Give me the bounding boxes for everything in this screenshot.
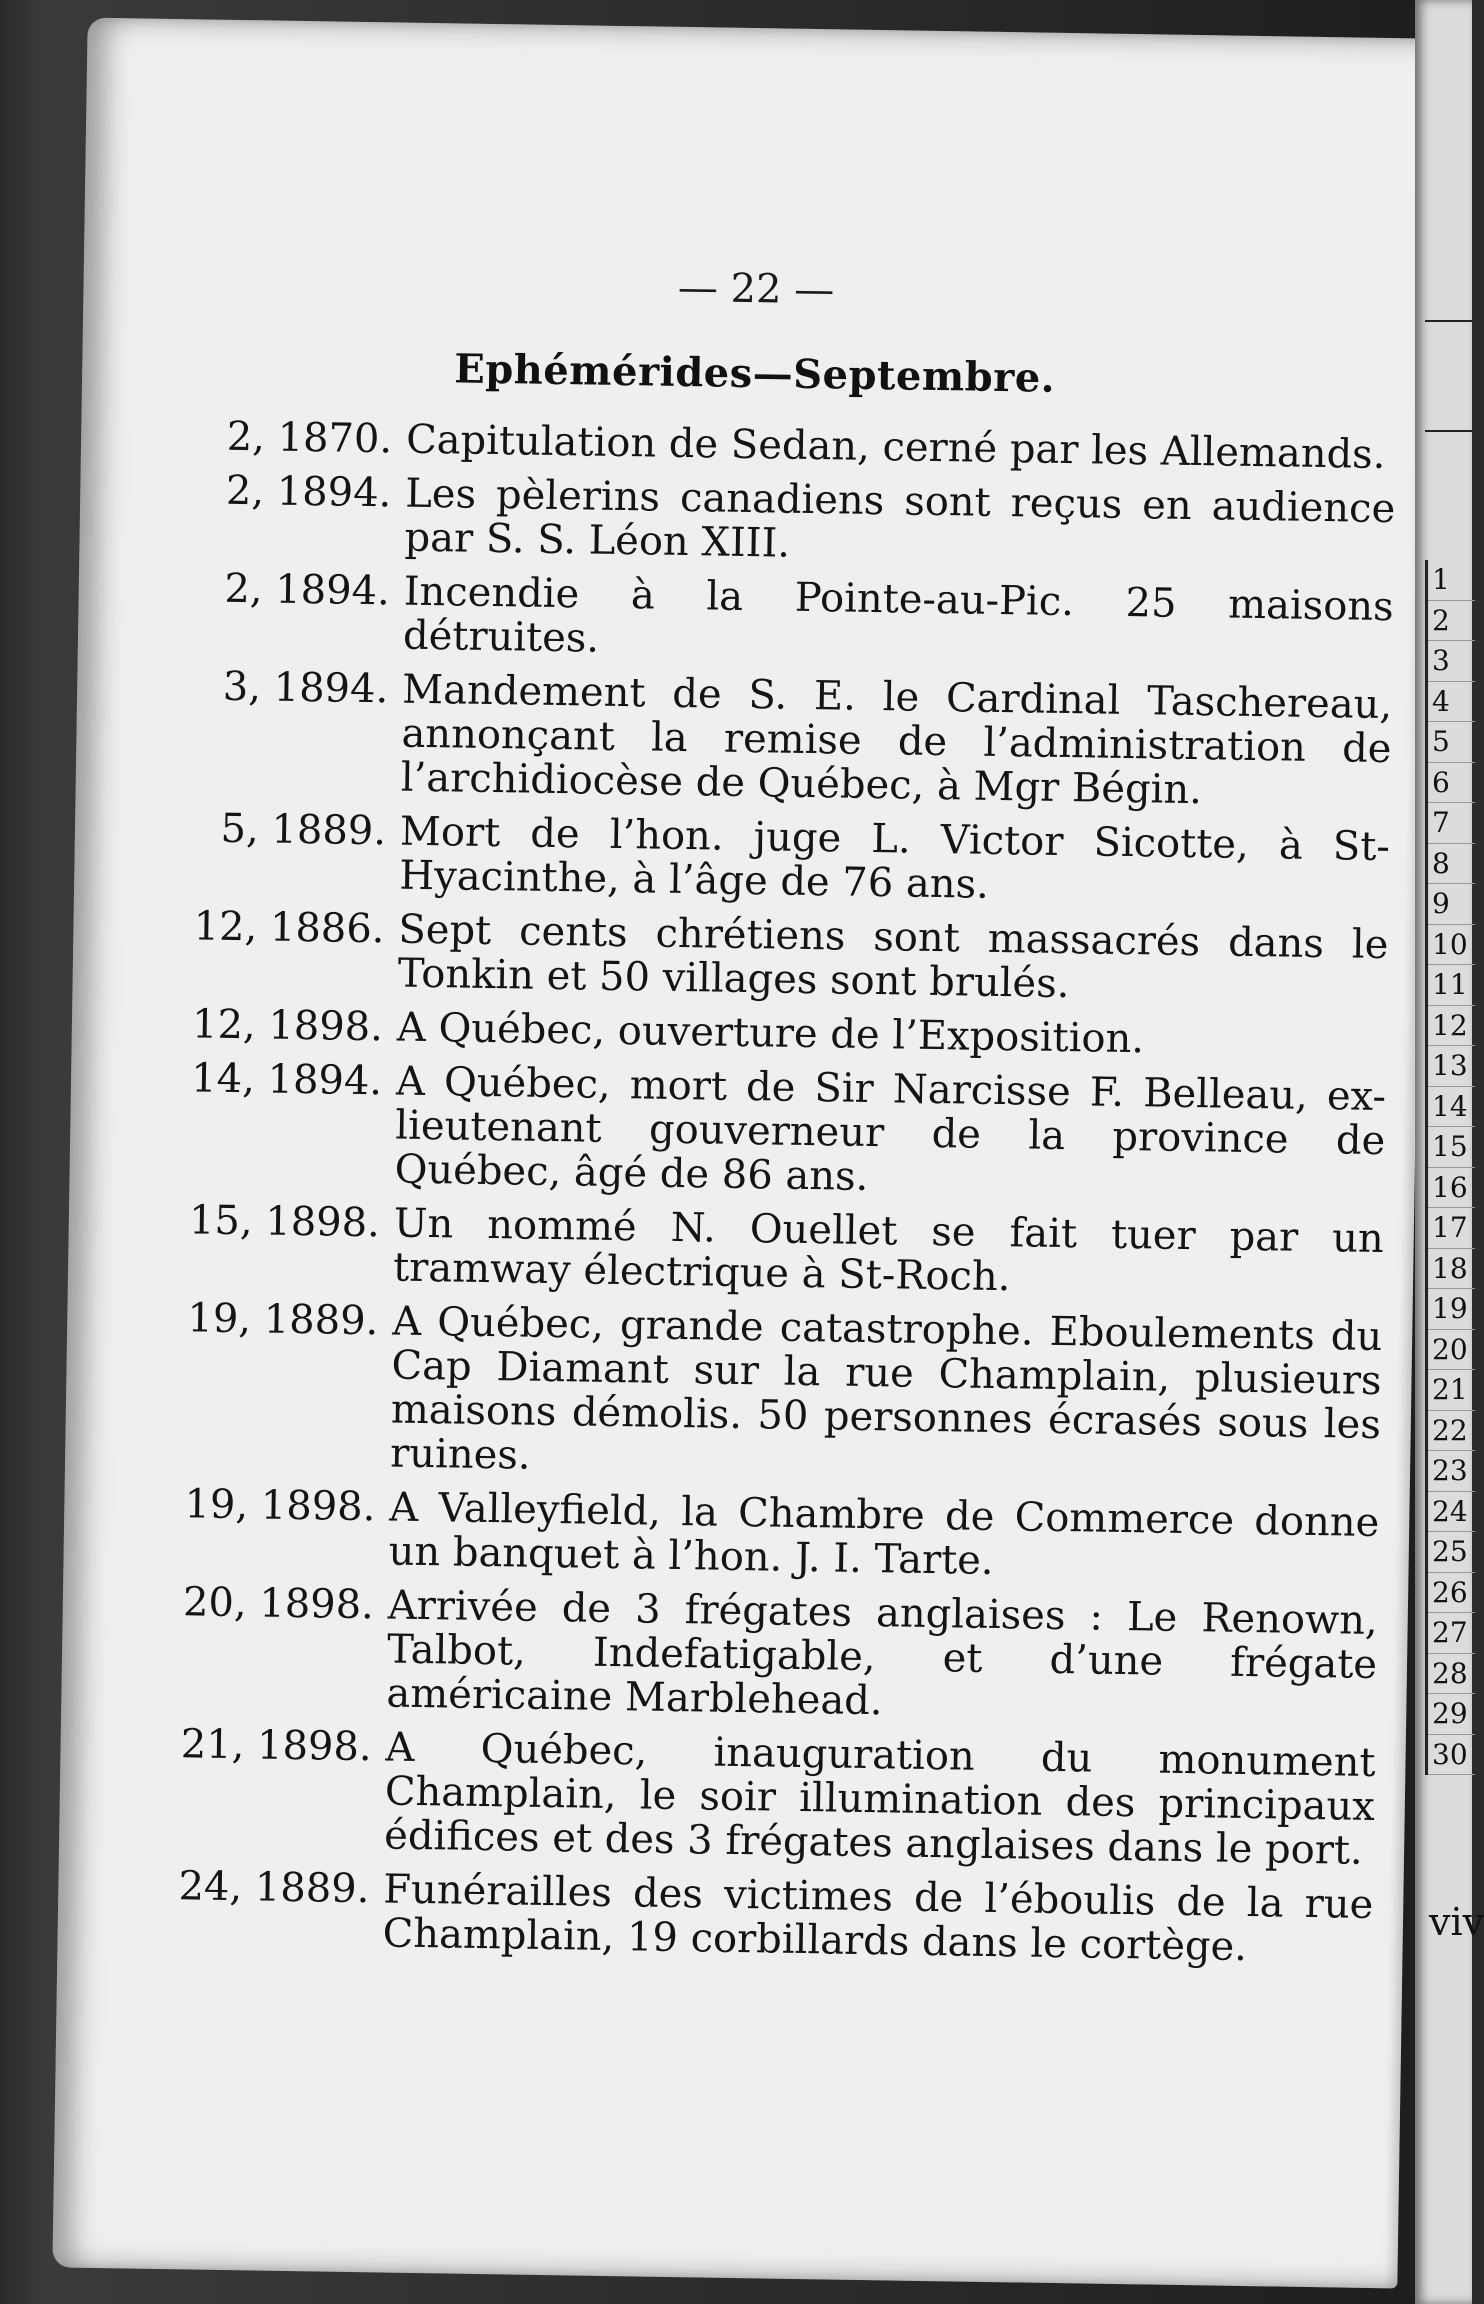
- entry-date: 12, 1886.: [193, 903, 385, 953]
- day-number: 26: [1428, 1573, 1475, 1614]
- day-number: 24: [1428, 1492, 1475, 1533]
- entry-text: Les pèlerins canadiens sont reçus en audience par S. S. Léon XIII.: [404, 470, 1396, 567]
- adjacent-page-word: viv: [1429, 1900, 1484, 1944]
- list-item: [167, 904, 1388, 1011]
- day-number: 18: [1428, 1249, 1475, 1290]
- entry-text: Mort de l’hon. juge L. Victor Sicotte, à St-Hyacinthe, à l’âge de 76 ans.: [398, 808, 1391, 908]
- entry-date: 19, 1889.: [187, 1295, 379, 1345]
- entry-date: 15, 1898.: [188, 1197, 381, 1247]
- entry-text: A Québec, grande catastrophe. Eboulements du Cap Diamant sur la rue Champlain, plusieurs maisons démolis. 50 personnes écrasés sous les ruines.: [389, 1298, 1383, 1479]
- entry-date: 21, 1898.: [180, 1721, 372, 1771]
- list-item: [171, 664, 1393, 815]
- page-title: Ephémérides—Septembre.: [453, 345, 1056, 402]
- day-number: 27: [1428, 1613, 1475, 1654]
- entry-date: 20, 1898.: [182, 1579, 375, 1629]
- list-item: [152, 1864, 1373, 1971]
- list-item: [160, 1296, 1383, 1491]
- day-number: 3: [1428, 641, 1475, 682]
- day-number: 4: [1428, 682, 1475, 723]
- list-item: [156, 1580, 1378, 1731]
- list-item: [173, 566, 1394, 673]
- day-number: 23: [1428, 1451, 1475, 1492]
- day-number: 13: [1428, 1046, 1475, 1087]
- entry-text: A Québec, ouverture de l’Exposition.: [396, 1004, 1145, 1063]
- day-number: 22: [1428, 1411, 1475, 1452]
- entry-text: A Québec, inauguration du monument Champlain, le soir illumination des principaux édifices et des 3 frégates anglaises dans le port.: [383, 1724, 1376, 1874]
- book-page: [52, 18, 1432, 2289]
- entry-date: 5, 1889.: [220, 805, 387, 855]
- list-item: [174, 468, 1395, 575]
- list-item: [176, 414, 1397, 477]
- ephemerides-list: [152, 414, 1396, 1981]
- entry-date: 2, 1894.: [224, 565, 391, 615]
- day-number: 10: [1428, 925, 1475, 966]
- entry-text: Capitulation de Sedan, cerné par les Allemands.: [405, 416, 1386, 479]
- entry-date: 19, 1898.: [184, 1481, 376, 1531]
- list-item: [169, 806, 1390, 913]
- entry-text: Funérailles des victimes de l’éboulis de la rue Champlain, 19 corbillards dans le cortège.: [382, 1866, 1374, 1971]
- page-number: — 22 —: [677, 264, 835, 314]
- entry-date: 14, 1894.: [190, 1055, 383, 1105]
- entry-text: Incendie à la Pointe-au-Pic. 25 maisons détruites.: [402, 568, 1395, 662]
- day-number: 1: [1428, 560, 1475, 601]
- day-number: 2: [1428, 601, 1475, 642]
- entry-date: 3, 1894.: [222, 663, 389, 713]
- list-item: [163, 1198, 1384, 1305]
- day-number: 17: [1428, 1208, 1475, 1249]
- table-rule: [1425, 320, 1472, 322]
- day-number: 20: [1428, 1330, 1475, 1371]
- entry-date: 12, 1898.: [191, 1001, 384, 1051]
- table-rule: [1425, 430, 1472, 432]
- entry-text: Mandement de S. E. le Cardinal Taschereau, annonçant la remise de l’administration de l’archidiocèse de Québec, à Mgr Bégin.: [400, 666, 1393, 814]
- day-number: 14: [1428, 1087, 1475, 1128]
- list-item: [158, 1482, 1379, 1589]
- entry-text: Sept cents chrétiens sont massacrés dans le Tonkin et 50 villages sont brulés.: [397, 906, 1389, 1008]
- day-number: 25: [1428, 1532, 1475, 1573]
- entry-text: Un nommé N. Ouellet se fait tuer par un tramway électrique à St-Roch.: [392, 1200, 1385, 1301]
- day-number: 7: [1428, 803, 1475, 844]
- day-number: 29: [1428, 1694, 1475, 1735]
- entry-date: 2, 1894.: [225, 467, 392, 517]
- entry-text: Arrivée de 3 frégates anglaises : Le Renown, Talbot, Indefatigable, et d’une frégate américaine Marblehead.: [386, 1582, 1379, 1725]
- day-number: 28: [1428, 1654, 1475, 1695]
- day-number: 19: [1428, 1289, 1475, 1330]
- calendar-day-column: [1425, 560, 1475, 1775]
- day-number: 30: [1428, 1735, 1475, 1776]
- day-number: 12: [1428, 1006, 1475, 1047]
- entry-date: 2, 1870.: [226, 413, 393, 463]
- list-item: [164, 1056, 1386, 1207]
- day-number: 16: [1428, 1168, 1475, 1209]
- day-number: 21: [1428, 1370, 1475, 1411]
- adjacent-page-edge: [1415, 0, 1484, 2304]
- day-number: 5: [1428, 722, 1475, 763]
- entry-text: A Valleyfield, la Chambre de Commerce donne un banquet à l’hon. J. I. Tarte.: [388, 1484, 1380, 1584]
- day-number: 8: [1428, 844, 1475, 885]
- day-number: 11: [1428, 965, 1475, 1006]
- list-item: [167, 1002, 1388, 1065]
- day-number: 9: [1428, 884, 1475, 925]
- entry-date: 24, 1889.: [178, 1863, 370, 1913]
- day-number: 15: [1428, 1127, 1475, 1168]
- entry-text: A Québec, mort de Sir Narcisse F. Belleau, ex-lieutenant gouverneur de la province de Québec, âgé de 86 ans.: [394, 1058, 1387, 1200]
- list-item: [154, 1722, 1376, 1873]
- day-number: 6: [1428, 763, 1475, 804]
